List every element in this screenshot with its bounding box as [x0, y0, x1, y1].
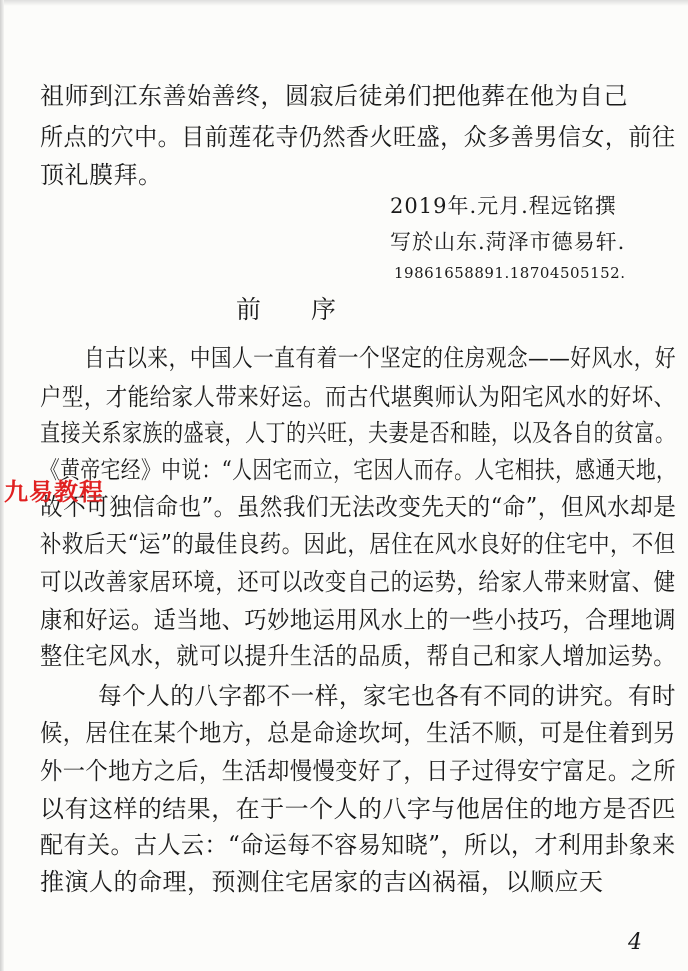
preface-line-2: 户型，才能给家人带来好运。而古代堪舆师认为阳宅风水的好坏、: [40, 383, 676, 411]
body-line-3: 顶礼膜拜。: [40, 161, 163, 189]
preface-line-12: 外一个地方之后，生活却慢慢变好了，日子过得安宁富足。之所: [40, 757, 676, 785]
preface-line-3: 直接关系家族的盛衰，人丁的兴旺，夫妻是否和睦，以及各自的贫富。: [40, 419, 676, 447]
preface-line-11: 候，居住在某个地方，总是命途坎坷，生活不顺，可是住着到另: [40, 719, 676, 747]
body-line-1: 祖师到江东善始善终，圆寂后徒弟们把他葬在他为自己: [40, 82, 628, 110]
page-top-shadow: [0, 0, 688, 6]
page-number: 4: [628, 930, 642, 955]
signature-location: 写於山东.菏泽市德易轩.: [390, 230, 626, 254]
preface-line-10: 每个人的八字都不一样，家宅也各有不同的讲究。有时: [98, 682, 677, 710]
preface-line-8: 康和好运。适当地、巧妙地运用风水上的一些小技巧，合理地调: [40, 606, 676, 634]
preface-line-9: 整住宅风水，就可以提升生活的品质，帮自己和家人增加运势。: [40, 642, 676, 670]
signature-phones: 19861658891.18704505152.: [394, 264, 626, 282]
preface-heading: 前 序: [236, 295, 337, 324]
preface-line-1: 自古以来，中国人一直有着一个坚定的住房观念——好风水，好: [84, 344, 677, 372]
preface-line-4: 《黄帝宅经》中说：“人因宅而立，宅因人而存。人宅相扶，感通天地，: [40, 456, 677, 484]
body-line-2: 所点的穴中。目前莲花寺仍然香火旺盛，众多善男信女，前往: [40, 123, 676, 151]
watermark-label: 九易教程: [4, 478, 104, 506]
preface-line-7: 可以改善家居环境，还可以改变自己的运势，给家人带来财富、健: [40, 568, 676, 596]
signature-date-author: 2019年.元月.程远铭撰: [390, 194, 617, 218]
preface-line-5: 故不可独信命也”。虽然我们无法改变先天的“命”，但风水却是: [40, 493, 677, 521]
preface-line-14: 配有关。古人云：“命运每不容易知晓”，所以，才利用卦象来: [40, 831, 676, 859]
preface-line-13: 以有这样的结果，在于一个人的八字与他居住的地方是否匹: [40, 795, 676, 823]
preface-line-6: 补救后天“运”的最佳良药。因此，居住在风水良好的住宅中，不但: [40, 530, 676, 558]
preface-line-15: 推演人的命理，预测住宅居家的吉凶祸福，以顺应天: [40, 868, 604, 896]
